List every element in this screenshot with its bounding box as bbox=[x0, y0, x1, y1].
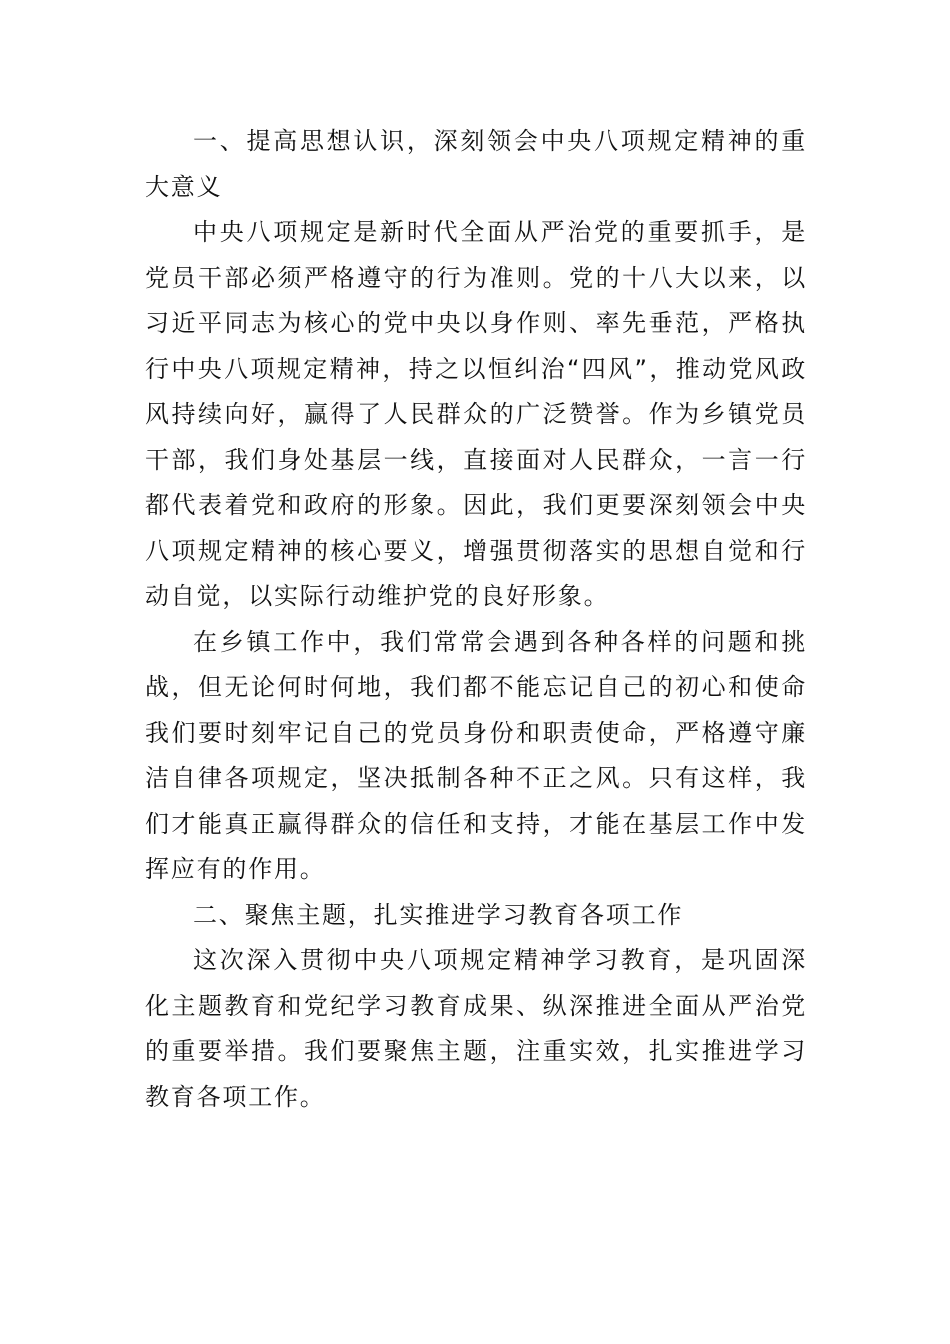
body-paragraph: 中央八项规定是新时代全面从严治党的重要抓手，是党员干部必须严格遵守的行为准则。党的十八大以来，以习近平同志为核心的党中央以身作则、率先垂范，严格执行中央八项规定精神，持之以恒纠治“四风”，推动党风政风持续向好，赢得了人民群众的广泛赞誉。作为乡镇党员干部，我们身处基层一线，直接面对人民群众，一言一行都代表着党和政府的形象。因此，我们更要深刻领会中央八项规定精神的核心要义，增强贯彻落实的思想自觉和行动自觉，以实际行动维护党的良好形象。 bbox=[145, 218, 807, 610]
section-heading-2: 二、聚焦主题，扎实推进学习教育各项工作 bbox=[193, 900, 684, 929]
body-paragraph: 在乡镇工作中，我们常常会遇到各种各样的问题和挑战，但无论何时何地，我们都不能忘记自己的初心和使命我们要时刻牢记自己的党员身份和职责使命，严格遵守廉洁自律各项规定，坚决抵制各种不正之风。只有这样，我们才能真正赢得群众的信任和支持，才能在基层工作中发挥应有的作用。 bbox=[145, 627, 807, 883]
document-body bbox=[145, 119, 807, 1120]
body-paragraph: 这次深入贯彻中央八项规定精神学习教育，是巩固深化主题教育和党纪学习教育成果、纵深推进全面从严治党的重要举措。我们要聚焦主题，注重实效，扎实推进学习教育各项工作。 bbox=[145, 946, 807, 1111]
section-heading-1: 一、提高思想认识，深刻领会中央八项规定精神的重大意义 bbox=[145, 127, 807, 201]
